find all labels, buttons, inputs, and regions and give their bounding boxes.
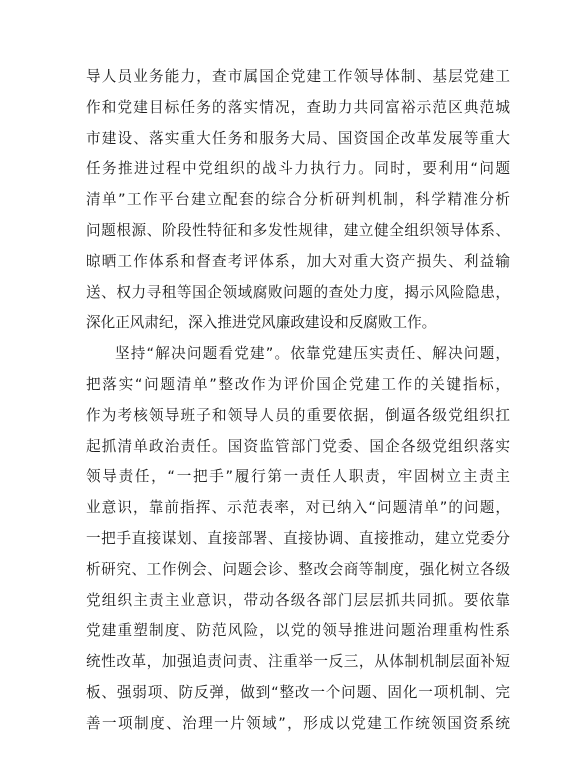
text-line: 业意识，靠前指挥、示范表率，对已纳入“问题清单”的问题， (86, 499, 510, 517)
text-line: 作为考核领导班子和领导人员的重要依据，倒逼各级党组织扛 (86, 406, 510, 424)
text-line: 统性改革，加强追责问责、注重举一反三，从体制机制层面补短 (86, 653, 510, 671)
text-line: 市建设、落实重大任务和服务大局、国资国企改革发展等重大 (86, 129, 510, 147)
paragraph-2 (86, 339, 510, 739)
text-line: 一把手直接谋划、直接部署、直接协调、直接推动，建立党委分 (86, 529, 510, 547)
document-body (86, 62, 510, 740)
text-line: 晾晒工作体系和督查考评体系，加大对重大资产损失、利益输 (86, 252, 510, 270)
text-line: 板、强弱项、防反弹，做到“整改一个问题、固化一项机制、完 (86, 683, 510, 701)
text-line: 清单”工作平台建立配套的综合分析研判机制，科学精准分析 (86, 191, 510, 209)
text-line: 析研究、工作例会、问题会诊、整改会商等制度，强化树立各级 (86, 560, 510, 578)
text-line: 党建重塑制度、防范风险，以党的领导推进问题治理重构性系 (86, 622, 510, 640)
text-line: 导人员业务能力，查市属国企党建工作领导体制、基层党建工 (86, 68, 510, 85)
text-line: 领导责任，“一把手”履行第一责任人职责，牢固树立主责主 (86, 468, 510, 486)
paragraph-1 (86, 62, 510, 339)
text-line: 作和党建目标任务的落实情况，查助力共同富裕示范区典范城 (86, 98, 510, 116)
text-line: 深化正风肃纪，深入推进党风廉政建设和反腐败工作。 (86, 314, 437, 332)
text-line: 善一项制度、治理一片领域”，形成以党建工作统领国资系统 (86, 714, 510, 732)
text-line: 起抓清单政治责任。国资监管部门党委、国企各级党组织落实 (86, 437, 510, 455)
text-line: 任务推进过程中党组织的战斗力执行力。同时，要利用“问题 (86, 160, 510, 178)
text-line: 坚持“解决问题看党建”。依靠党建压实责任、解决问题， (115, 345, 510, 363)
text-line: 送、权力寻租等国企领域腐败问题的查处力度，揭示风险隐患， (86, 283, 510, 301)
text-line: 把落实“问题清单”整改作为评价国企党建工作的关键指标， (86, 375, 510, 393)
text-line: 问题根源、阶段性特征和多发性规律，建立健全组织领导体系、 (86, 221, 510, 239)
text-line: 党组织主责主业意识，带动各级各部门层层抓共同抓。要依靠 (86, 591, 510, 609)
